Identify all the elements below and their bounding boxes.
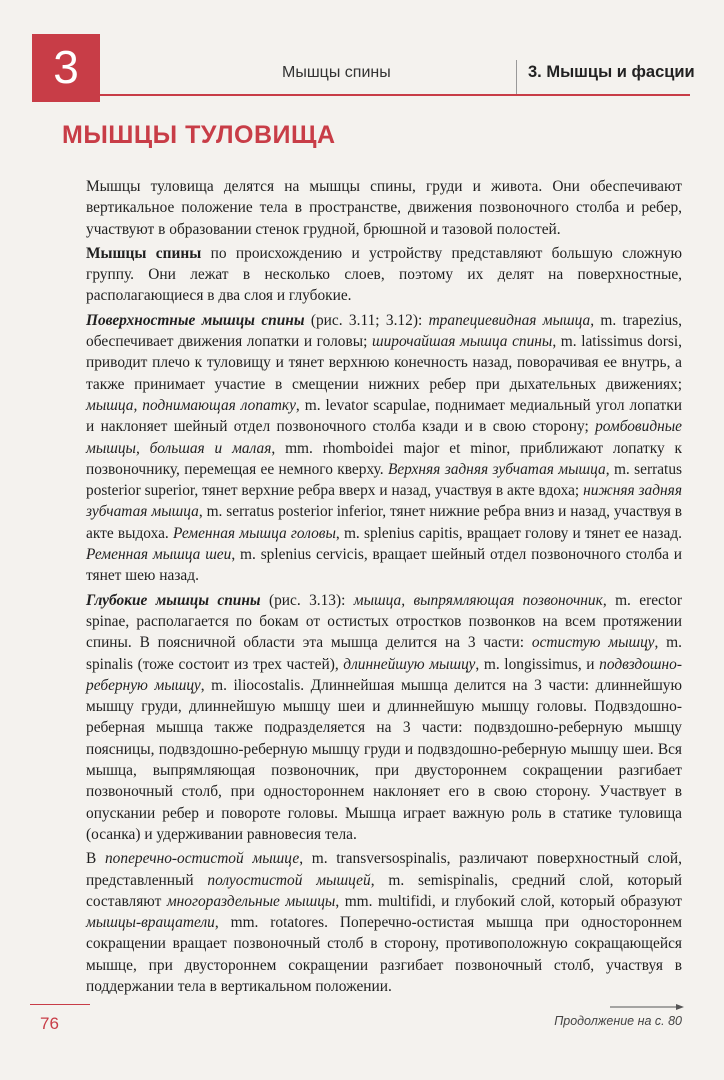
text-run: , m. trapezius, обеспечивает движения лопатки и головы; [86, 311, 682, 351]
arrow-right-icon [610, 1003, 684, 1011]
text-run: полуостистой мышцей [207, 871, 371, 889]
header-rule [100, 94, 690, 96]
text-run: , m. levator scapulae, поднимает медиальный угол лопатки и наклоняет шейный отдел позвоночного столба кзади и в свою сторону; [86, 396, 682, 436]
text-run: В [86, 850, 105, 868]
text-run: нижняя задняя зубчатая мышца [86, 482, 682, 521]
text-run: Мышцы туловища делятся на мышцы спины, груди и живота. Они обеспечивают вертикальное положение тела в пространстве, движения позвоночного столба и ребер, участвуют в образовании стенок грудной, брюшной и тазовой полостей. [86, 178, 682, 238]
text-run: , m. erector spinae, располагается по бокам от остистых отростков позвонков на всем протяжении спины. В поясничной области эта мышца делится на 3 части: [86, 591, 682, 652]
text-run: , m. spinalis (тоже состоит из трех частей), [86, 634, 682, 673]
paragraph-back-muscles [86, 243, 682, 307]
text-run: Ременная мышца шеи [86, 546, 232, 564]
text-run: , m. splenius capitis, вращает голову и тянет ее назад. [335, 524, 683, 542]
text-run: , mm. rhomboidei major et minor, приближают лопатку к позвоночнику, перемещая ее немного кверху. [86, 439, 682, 478]
footer-rule [30, 1004, 90, 1005]
text-run: (рис. 3.11; 3.12): [304, 311, 429, 329]
running-header-chapter: 3. Мышцы и фасции [528, 63, 695, 81]
text-run: трапециевидная мышца [428, 311, 591, 329]
text-run: , m. iliocostalis. Длиннейшая мышца делится на 3 части: длиннейшую мышцу груди, длиннейшую мышцу шеи и длиннейшую мышцу головы. Подвздошно-реберная мышца также подразделяется на 3 части: подвздошно-реберную мышцу поясницы, подвздошно-реберную мышцу груди и подвздошно-реберную мышцу шеи. Вся мышца, выпрямляющая позвоночник, при двустороннем сокращении разгибает позвоночный столб, при одностороннем наклоняет его в свою сторону. Участвует в опускании ребер и повороте головы. Мышца играет важную роль в статике туловища (осанка) и удерживании равновесия тела. [86, 676, 682, 843]
text-run: длиннейшую мышцу [343, 655, 476, 673]
text-run: многораздельные мышцы [166, 892, 336, 910]
text-run: Ременная мышца головы [172, 524, 336, 542]
continuation-note: Продолжение на с. 80 [554, 1014, 682, 1028]
text-run: по происхождению и устройству представляют большую сложную группу. Они лежат в несколько слоев, поэтому их делят на поверхностные, располагающиеся в два слоя и глубокие. [86, 244, 683, 305]
header-divider [516, 60, 517, 94]
text-run: подвздошно-реберную мышцу [86, 655, 682, 694]
running-header-section: Мышцы спины [282, 64, 391, 81]
text-run: , mm. multifidi, и глубокий слой, который образуют [335, 892, 682, 910]
text-run: , m. serratus posterior superior, тянет верхние ребра вверх и назад, участвуя в акте вдоха; [86, 460, 683, 500]
text-run: , m. latissimus dorsi, приводит плечо к туловищу и тянет верхнюю конечность назад, поворачивая ее внутрь, а также принимает участие в смещении нижних ребер при дыхательных движениях; [86, 333, 682, 393]
body-text [86, 176, 682, 1000]
text-run: Верхняя задняя зубчатая мышца [387, 460, 606, 478]
page-title: МЫШЦЫ ТУЛОВИЩА [62, 121, 336, 149]
text-run: , m. splenius cervicis, вращает шейный отдел позвоночного столба и тянет шею назад. [86, 546, 682, 585]
paragraph-superficial-muscles [86, 310, 682, 587]
paragraph-deep-muscles [86, 590, 682, 846]
text-run: мышцы-вращатели [86, 914, 215, 932]
text-run: , m. semispinalis, средний слой, который составляют [86, 871, 682, 910]
text-run: мышца, выпрямляющая позвоночник [353, 591, 603, 609]
text-run: Мышцы спины [86, 244, 202, 262]
text-run: мышца, поднимающая лопатку [86, 396, 296, 414]
text-run: ромбовидные мышцы, большая и малая [86, 418, 682, 457]
text-run: , m. serratus posterior inferior, тянет нижние ребра вниз и назад, участвуя в акте выдоха. [86, 503, 682, 542]
text-run: , m. longissimus, и [475, 655, 600, 673]
text-run: (рис. 3.13): [260, 591, 354, 609]
page-number: 76 [40, 1014, 59, 1033]
text-run: , m. transversospinalis, различают поверхностный слой, представленный [86, 850, 682, 889]
paragraph-intro [86, 176, 682, 240]
text-run: Поверхностные мышцы спины [86, 311, 305, 329]
paragraph-transversospinalis [86, 848, 682, 997]
text-run: широчайшая мышца спины [371, 333, 553, 351]
text-run: Глубокие мышцы спины [86, 591, 261, 609]
text-run: поперечно-остистой мышце [104, 850, 300, 868]
text-run: , mm. rotatores. Поперечно-остистая мышца при одностороннем сокращении вращает позвоночный столб в сторону, противоположную сокращающейся мышце, при двустороннем сокращении разгибает позвоночный столб, участвуя в поддержании тела в вертикальном положении. [86, 914, 682, 995]
chapter-number-badge: 3 [32, 34, 100, 102]
text-run: остистую мышцу [531, 634, 655, 652]
